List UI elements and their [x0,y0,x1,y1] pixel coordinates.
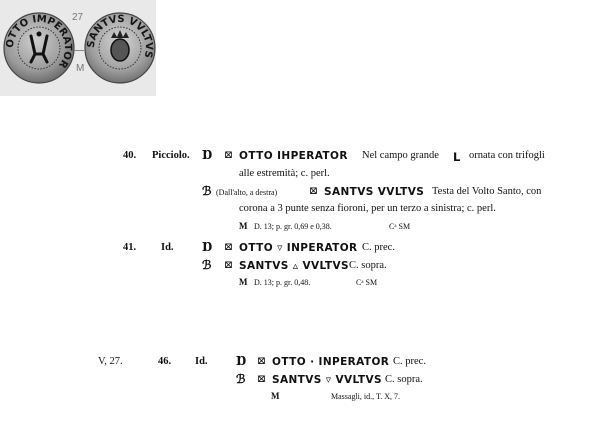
entry-46-source: Massagli, id., T. X, 7. [331,392,401,401]
coin-obverse-legend: OTTO IMPERATOR [4,13,74,70]
entry-46-obverse-legend: OTTO · INPERATOR [272,356,390,368]
entry-41-metal: M [239,277,248,287]
entry-40-reverse-legend: SANTVS VVLTVS [324,186,425,198]
entry-40-obverse-symbol: Ɒ [202,148,213,162]
rosette-icon: ⊠ [257,356,266,367]
rosette-icon: ⊠ [224,242,233,253]
entry-41-denomination: Id. [161,242,174,253]
entry-40-reverse-symbol: ℬ [202,184,212,198]
entry-46-obverse-desc: C. prec. [393,356,426,367]
entry-40-obverse-desc3: alle estremità; c. perl. [239,168,330,179]
plate-number: 27 [72,12,84,23]
plate-metal-mark: M [76,63,85,74]
entry-41-obverse-desc: C. prec. [362,242,395,253]
entry-46-metal: M [271,391,280,401]
entry-40-obverse-legend: OTTO IHPERATOR [239,150,348,162]
entry-46-denomination: Id. [195,356,208,367]
rosette-icon: ⊠ [224,150,233,161]
entry-41-collection: Cᵃ SM [356,278,378,287]
coin-plate [0,0,156,96]
entry-46-obverse-symbol: Ɒ [236,354,247,368]
entry-46-number: 46. [158,356,172,367]
entry-46-reverse-symbol: ℬ [236,372,246,386]
entry-46-reference: V, 27. [98,356,123,367]
entry-41-reverse-symbol: ℬ [202,258,212,272]
entry-40-obverse-desc: Nel campo grande [362,150,439,161]
entry-40-collection: Cᵃ SM [389,222,411,231]
entry-41-reverse-desc: C. sopra. [349,260,387,271]
entry-41-obverse-symbol: Ɒ [202,240,213,254]
coin-obverse-image [1,10,77,86]
coin-reverse-image [82,10,158,86]
entry-46-reverse-desc: C. sopra. [385,374,423,385]
entry-40-number: 40. [123,150,137,161]
entry-40-obverse-letter: L [453,150,461,164]
rosette-icon: ⊠ [257,374,266,385]
entry-40-metal: M [239,221,248,231]
coin-reverse-legend: SANTVS VVLTVS [85,13,155,59]
entry-40-obverse-desc2: ornata con trifogli [469,150,545,161]
entry-40-reverse-note: (Dall'alto, a destra) [216,188,278,197]
entry-40-reverse-desc: Testa del Volto Santo, con [432,186,542,197]
entry-41-measures: D. 13; p. gr. 0,48. [254,278,311,287]
entry-40-measures: D. 13; p. gr. 0,69 e 0,38. [254,222,332,231]
entry-41-reverse-legend: SANTVS ▵ VVLTVS [239,260,349,272]
entry-40-denomination: Picciolo. [152,150,190,161]
entry-46-reverse-legend: SANTVS ▿ VVLTVS [272,374,382,386]
entry-40-reverse-desc2: corona a 3 punte senza fioroni, per un terzo a sinistra; c. perl. [239,203,496,214]
entry-41-number: 41. [123,242,137,253]
rosette-icon: ⊠ [224,260,233,271]
entry-41-obverse-legend: OTTO ▿ INPERATOR [239,242,358,254]
rosette-icon: ⊠ [309,186,318,197]
